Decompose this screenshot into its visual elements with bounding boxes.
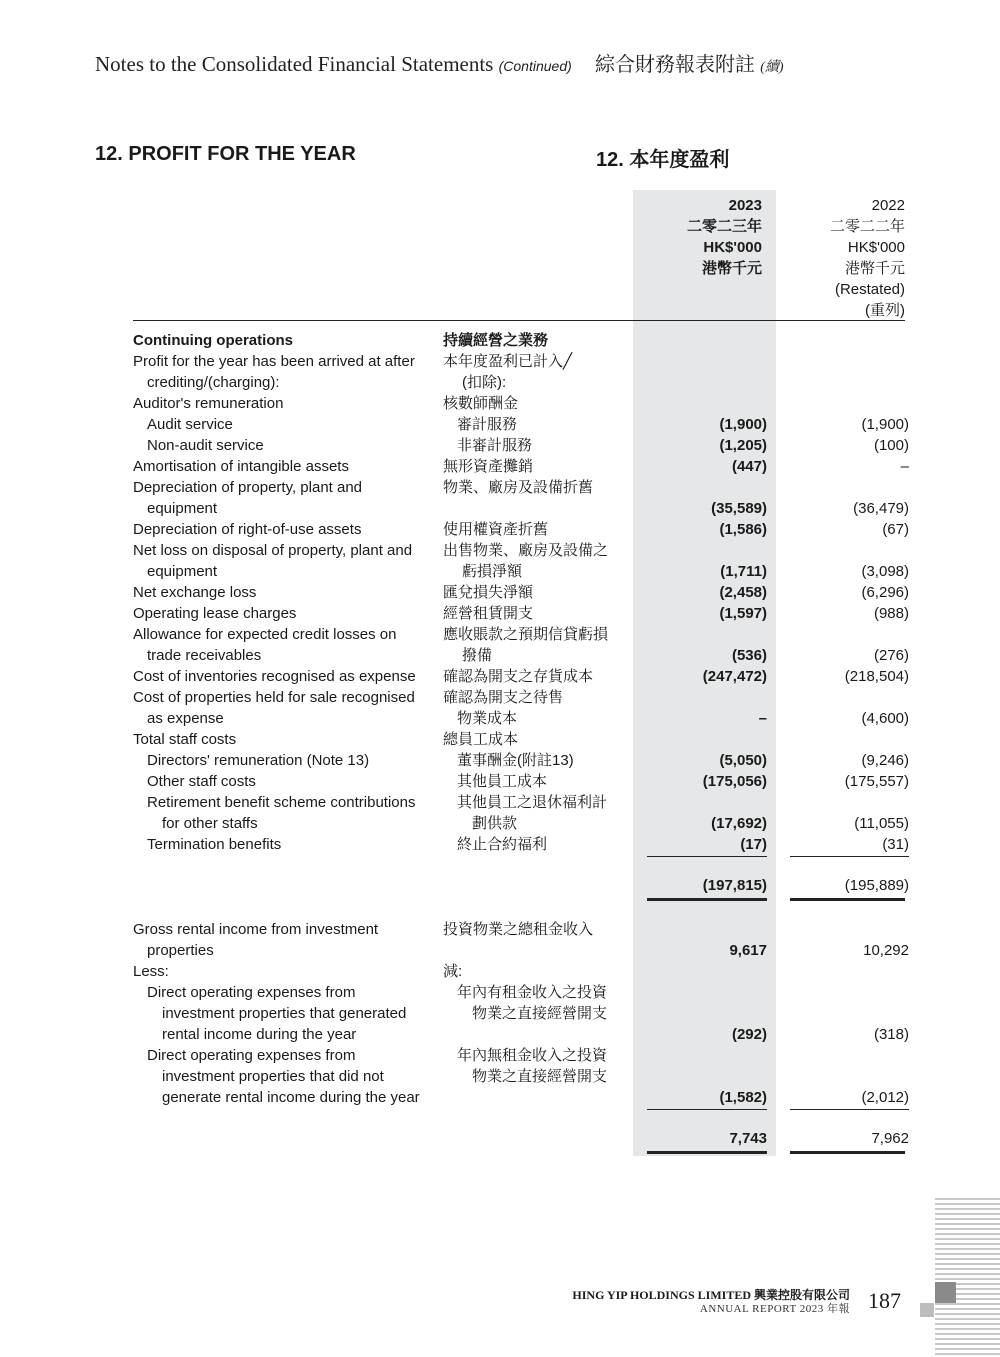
value-2022: 10,292 bbox=[863, 942, 909, 959]
value-2023: (17) bbox=[740, 836, 767, 853]
header-title-zh: 綜合財務報表附註 bbox=[595, 52, 756, 76]
row-label-en: Net exchange loss bbox=[133, 584, 257, 601]
row-label-zh: 投資物業之總租金收入 bbox=[443, 921, 594, 938]
value-2023: (17,692) bbox=[711, 815, 767, 832]
table-row bbox=[0, 1045, 1000, 1066]
row-label-en: investment properties that did not bbox=[162, 1068, 384, 1085]
table-row bbox=[0, 666, 1000, 687]
value-2023: (1,582) bbox=[719, 1089, 767, 1106]
row-label-zh: 確認為開支之存貨成本 bbox=[443, 668, 594, 685]
table-row bbox=[0, 919, 1000, 940]
row-label-zh: 匯兌損失淨額 bbox=[443, 584, 534, 601]
value-2022: (318) bbox=[873, 1026, 909, 1043]
row-label-en: investment properties that generated bbox=[162, 1005, 407, 1022]
table-row bbox=[0, 372, 1000, 393]
table-row bbox=[0, 519, 1000, 540]
row-label-zh: 撥備 bbox=[462, 647, 493, 664]
value-2023: (1,586) bbox=[719, 521, 767, 538]
value-2022: (4,600) bbox=[861, 710, 909, 727]
value-2022: (67) bbox=[882, 521, 909, 538]
row-label-en: Direct operating expenses from bbox=[147, 984, 356, 1001]
row-label-en: Depreciation of right-of-use assets bbox=[133, 521, 362, 538]
col-2022-year: 2022 bbox=[871, 197, 905, 214]
row-label-zh: 非審計服務 bbox=[457, 437, 533, 454]
col-2022-year-zh: 二零二二年 bbox=[829, 218, 905, 235]
row-label-en: Amortisation of intangible assets bbox=[133, 458, 349, 475]
row-label-zh: 其他員工成本 bbox=[457, 773, 548, 790]
row-label-en: Continuing operations bbox=[133, 332, 293, 349]
value-2023: (197,815) bbox=[702, 877, 767, 894]
header-continued-en: (Continued) bbox=[498, 58, 572, 74]
value-2023: (5,050) bbox=[719, 752, 767, 769]
value-2022: (3,098) bbox=[861, 563, 909, 580]
value-2023: (35,589) bbox=[711, 500, 767, 517]
value-2023: 9,617 bbox=[729, 942, 767, 959]
value-2023: (175,056) bbox=[702, 773, 767, 790]
row-label-en: Audit service bbox=[147, 416, 233, 433]
row-label-zh: 物業之直接經營開支 bbox=[472, 1068, 608, 1085]
table-row bbox=[0, 393, 1000, 414]
row-label-zh: 物業成本 bbox=[457, 710, 518, 727]
col-2023-year: 2023 bbox=[728, 197, 762, 214]
value-2022: (6,296) bbox=[861, 584, 909, 601]
value-2023: (1,711) bbox=[720, 563, 767, 580]
col-2022-restated: (Restated) bbox=[834, 281, 905, 298]
row-label-en: Direct operating expenses from bbox=[147, 1047, 356, 1064]
subtotal-rule-2022 bbox=[790, 856, 909, 857]
value-2022: – bbox=[900, 458, 909, 475]
value-2023: (1,205) bbox=[719, 437, 767, 454]
rental-total-double-rule-2022 bbox=[790, 1151, 905, 1154]
row-label-zh: 年內無租金收入之投資 bbox=[457, 1047, 608, 1064]
value-2022: (2,012) bbox=[861, 1089, 909, 1106]
row-label-en: rental income during the year bbox=[162, 1026, 357, 1043]
table-row bbox=[0, 1087, 1000, 1108]
value-2023: (1,597) bbox=[719, 605, 767, 622]
row-label-zh: 減: bbox=[443, 963, 463, 980]
row-label-en: as expense bbox=[147, 710, 224, 727]
table-row bbox=[0, 708, 1000, 729]
row-label-zh: 經營租賃開支 bbox=[443, 605, 534, 622]
row-label-en: equipment bbox=[147, 563, 218, 580]
footer-report: ANNUAL REPORT 2023 年報 bbox=[699, 1303, 850, 1315]
value-2022: 7,962 bbox=[871, 1130, 909, 1147]
table-row bbox=[0, 603, 1000, 624]
column-header-2023 bbox=[633, 195, 762, 279]
row-label-en: Termination benefits bbox=[147, 836, 282, 853]
row-label-zh: 終止合約福利 bbox=[457, 836, 548, 853]
row-label-zh: 總員工成本 bbox=[443, 731, 519, 748]
row-label-en: trade receivables bbox=[147, 647, 262, 664]
decorative-square-light bbox=[920, 1303, 934, 1317]
row-label-zh: 其他員工之退休福利計 bbox=[457, 794, 608, 811]
row-label-en: properties bbox=[147, 942, 214, 959]
row-label-en: Depreciation of property, plant and bbox=[133, 479, 363, 496]
table-row bbox=[0, 940, 1000, 961]
running-header bbox=[95, 48, 784, 77]
subtotal-rule-2023 bbox=[647, 856, 767, 857]
table-row bbox=[0, 414, 1000, 435]
table-row bbox=[0, 687, 1000, 708]
row-label-zh: 應收賬款之預期信貸虧損 bbox=[443, 626, 609, 643]
page-number: 187 bbox=[868, 1288, 901, 1313]
table-row bbox=[0, 875, 1000, 896]
table-row bbox=[0, 498, 1000, 519]
table-row bbox=[0, 729, 1000, 750]
col-2022-unit-zh: 港幣千元 bbox=[844, 260, 905, 277]
row-label-en: Operating lease charges bbox=[133, 605, 297, 622]
table-header-rule bbox=[133, 320, 905, 321]
row-label-zh: 董事酬金(附註13) bbox=[457, 752, 574, 769]
table-row bbox=[0, 1024, 1000, 1045]
table-row bbox=[0, 961, 1000, 982]
table-row bbox=[0, 792, 1000, 813]
table-row bbox=[0, 582, 1000, 603]
row-label-en: generate rental income during the year bbox=[162, 1089, 420, 1106]
table-row bbox=[0, 351, 1000, 372]
table-row bbox=[0, 1003, 1000, 1024]
row-label-en: Retirement benefit scheme contributions bbox=[147, 794, 416, 811]
rental-subtotal-rule-2023 bbox=[647, 1109, 767, 1110]
table-row bbox=[0, 435, 1000, 456]
row-label-zh: 持續經營之業務 bbox=[443, 332, 549, 349]
value-2022: (195,889) bbox=[844, 877, 909, 894]
value-2023: (247,472) bbox=[702, 668, 767, 685]
value-2023: – bbox=[758, 710, 767, 727]
total-double-rule-2022 bbox=[790, 898, 905, 901]
table-row bbox=[0, 330, 1000, 351]
rental-total-double-rule-2023 bbox=[647, 1151, 767, 1154]
value-2022: (11,055) bbox=[854, 815, 909, 832]
rental-subtotal-rule-2022 bbox=[790, 1109, 909, 1110]
footer-company: HING YIP HOLDINGS LIMITED 興業控股有限公司 bbox=[572, 1288, 850, 1302]
column-header-2022 bbox=[790, 195, 905, 321]
row-label-zh: 本年度盈利已計入╱ bbox=[443, 353, 573, 370]
col-2022-restated-zh: (重列) bbox=[865, 302, 905, 319]
row-label-zh: 出售物業、廠房及設備之 bbox=[443, 542, 609, 559]
value-2023: (447) bbox=[731, 458, 767, 475]
value-2022: (175,557) bbox=[844, 773, 909, 790]
value-2023: (292) bbox=[731, 1026, 767, 1043]
row-label-zh: 無形資產攤銷 bbox=[443, 458, 534, 475]
col-2023-unit: HK$'000 bbox=[703, 239, 762, 256]
value-2022: (218,504) bbox=[844, 668, 909, 685]
row-label-zh: 審計服務 bbox=[457, 416, 518, 433]
table-row bbox=[0, 1128, 1000, 1149]
row-label-zh: 核數師酬金 bbox=[443, 395, 519, 412]
table-row bbox=[0, 771, 1000, 792]
table-row bbox=[0, 813, 1000, 834]
section-title-zh: 12. 本年度盈利 bbox=[596, 149, 730, 171]
row-label-en: crediting/(charging): bbox=[147, 374, 280, 391]
row-label-en: Less: bbox=[133, 963, 169, 980]
row-label-en: Non-audit service bbox=[147, 437, 264, 454]
row-label-en: Gross rental income from investment bbox=[133, 921, 379, 938]
value-2023: (2,458) bbox=[719, 584, 767, 601]
row-label-en: Other staff costs bbox=[147, 773, 256, 790]
table-row bbox=[0, 456, 1000, 477]
table-row bbox=[0, 982, 1000, 1003]
table-row bbox=[0, 834, 1000, 855]
decorative-stripes bbox=[935, 1198, 1000, 1357]
row-label-en: Cost of inventories recognised as expense bbox=[133, 668, 416, 685]
value-2022: (31) bbox=[882, 836, 909, 853]
row-label-zh: 年內有租金收入之投資 bbox=[457, 984, 608, 1001]
row-label-en: Net loss on disposal of property, plant and bbox=[133, 542, 413, 559]
value-2022: (1,900) bbox=[861, 416, 909, 433]
total-double-rule-2023 bbox=[647, 898, 767, 901]
table-row bbox=[0, 624, 1000, 645]
row-label-zh: 劃供款 bbox=[472, 815, 518, 832]
row-label-en: for other staffs bbox=[162, 815, 258, 832]
table-row bbox=[0, 561, 1000, 582]
row-label-zh: 物業、廠房及設備折舊 bbox=[443, 479, 594, 496]
section-title-en: 12. PROFIT FOR THE YEAR bbox=[95, 143, 356, 165]
row-label-zh: (扣除): bbox=[462, 374, 507, 391]
table-row bbox=[0, 645, 1000, 666]
row-label-en: Cost of properties held for sale recognised bbox=[133, 689, 415, 706]
row-label-zh: 使用權資產折舊 bbox=[443, 521, 549, 538]
col-2022-unit: HK$'000 bbox=[847, 239, 905, 256]
row-label-en: Directors' remuneration (Note 13) bbox=[147, 752, 370, 769]
row-label-en: equipment bbox=[147, 500, 218, 517]
table-row bbox=[0, 477, 1000, 498]
row-label-zh: 物業之直接經營開支 bbox=[472, 1005, 608, 1022]
header-title-en: Notes to the Consolidated Financial Statements bbox=[95, 52, 494, 76]
row-label-zh: 虧損淨額 bbox=[462, 563, 523, 580]
table-row bbox=[0, 1066, 1000, 1087]
value-2023: (536) bbox=[731, 647, 767, 664]
value-2022: (100) bbox=[873, 437, 909, 454]
header-continued-zh: (續) bbox=[760, 60, 784, 75]
value-2022: (9,246) bbox=[861, 752, 909, 769]
col-2023-year-zh: 二零二三年 bbox=[686, 218, 762, 235]
row-label-en: Auditor's remuneration bbox=[133, 395, 284, 412]
value-2023: 7,743 bbox=[729, 1130, 767, 1147]
table-row bbox=[0, 750, 1000, 771]
col-2023-unit-zh: 港幣千元 bbox=[701, 260, 762, 277]
value-2022: (276) bbox=[873, 647, 909, 664]
row-label-en: Allowance for expected credit losses on bbox=[133, 626, 397, 643]
row-label-zh: 確認為開支之待售 bbox=[443, 689, 564, 706]
table-row bbox=[0, 540, 1000, 561]
decorative-square-dark bbox=[935, 1282, 956, 1303]
value-2023: (1,900) bbox=[719, 416, 767, 433]
row-label-en: Total staff costs bbox=[133, 731, 237, 748]
value-2022: (988) bbox=[873, 605, 909, 622]
value-2022: (36,479) bbox=[853, 500, 909, 517]
row-label-en: Profit for the year has been arrived at after bbox=[133, 353, 415, 370]
